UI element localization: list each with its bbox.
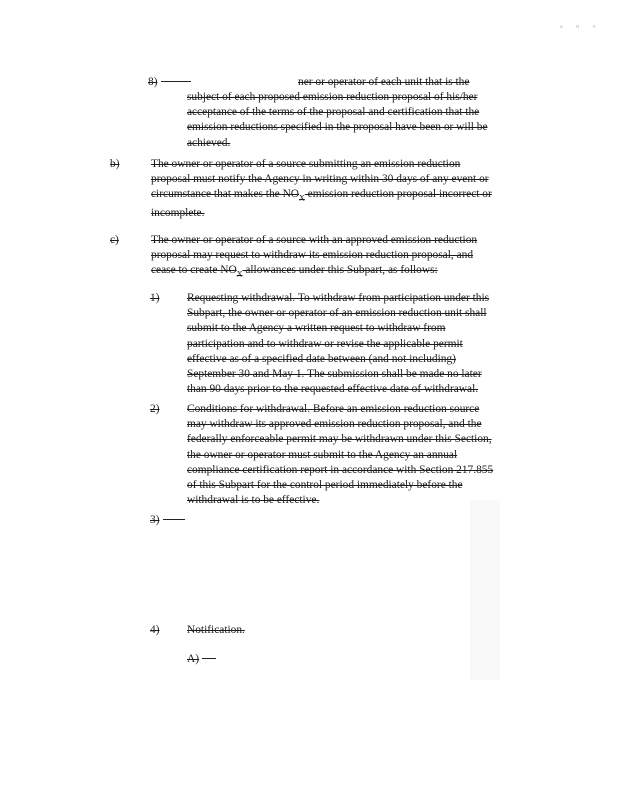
item-label: 2) bbox=[150, 403, 160, 415]
paragraph-text: Requesting withdrawal. To withdraw from participation under this Subpart, the owner or operator of an emission reduction unit shall submit to the Agency a written request to withdraw from participation and to withdraw or revise the applicable permit effective as of a specified date between (and not including) September 30 and May 1. The submission shall be made no later than 90 days prior to the requested effective date of withdrawal. bbox=[187, 292, 490, 396]
scan-shadow bbox=[470, 500, 500, 680]
paragraph-text-line1: ner or operator of each unit that is the bbox=[298, 76, 470, 88]
paragraph-text: Notification. bbox=[187, 624, 245, 636]
paragraph-text: Conditions for withdrawal. Before an emission reduction source may withdraw its approved emission reduction proposal, and the federally enforceable permit may be withdrawn under this Section, the owner or operator must submit to the Agency an annual compliance certification report in accordance with Section 217.855 of this Subpart for the control period immediately before the withdrawal is to be effective. bbox=[187, 403, 494, 507]
paragraph-text: The owner or operator of a source submitting an emission reduction proposal must notify the Agency in writing within 30 days of any event or circumstance that makes the $NO_X$ emission reduction proposal incorrect or incomplete. bbox=[151, 158, 492, 219]
paragraph-b bbox=[110, 157, 520, 219]
item-label: c) bbox=[110, 234, 119, 246]
paragraph-c3 bbox=[150, 513, 250, 529]
item-label: 3) bbox=[150, 513, 185, 528]
item-label: b) bbox=[110, 158, 120, 170]
paragraph-c4 bbox=[150, 623, 350, 639]
item-label: A) bbox=[187, 652, 216, 667]
page-number-mark: a n o bbox=[560, 24, 602, 30]
paragraph-c1 bbox=[150, 291, 520, 401]
paragraph-a8 bbox=[148, 75, 518, 147]
item-label: 8) bbox=[148, 75, 191, 90]
item-label: 4) bbox=[150, 624, 160, 636]
paragraph-text: subject of each proposed emission reduction proposal of his/her acceptance of the terms of the proposal and certification that the emission reductions specified in the proposal have been or will be achieved. bbox=[187, 91, 488, 149]
item-label: 1) bbox=[150, 292, 160, 304]
paragraph-c2 bbox=[150, 402, 520, 512]
paragraph-text: The owner or operator of a source with an approved emission reduction proposal may request to withdraw its emission reduction proposal, and cease to create $NO_X$ allowances under this Subpart, as follows: bbox=[151, 234, 478, 279]
paragraph-c bbox=[110, 233, 520, 281]
paragraph-c4A bbox=[187, 652, 287, 668]
